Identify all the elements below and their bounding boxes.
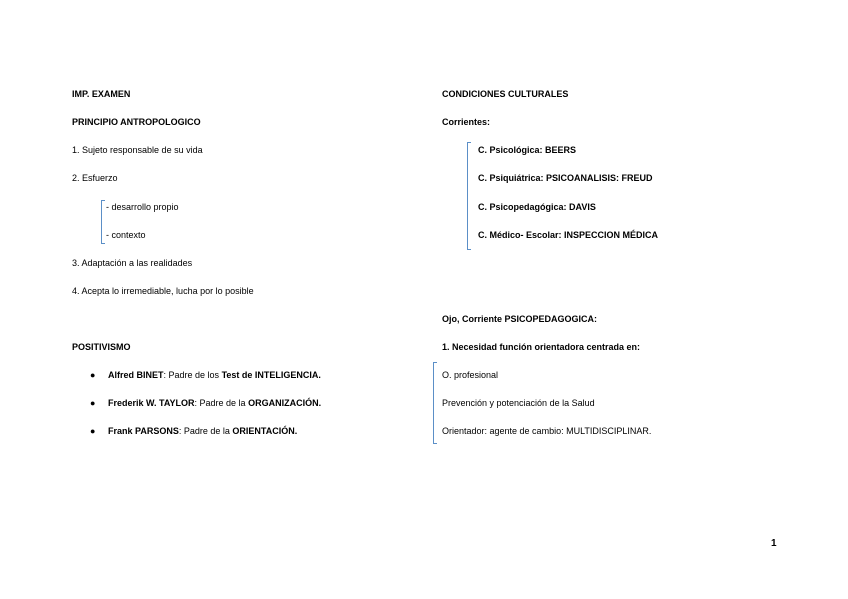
heading-principio-antropologico: PRINCIPIO ANTROPOLOGICO bbox=[72, 117, 201, 127]
heading-positivismo: POSITIVISMO bbox=[72, 342, 131, 352]
list-item: 3. Adaptación a las realidades bbox=[72, 258, 193, 268]
list-item: 1. Sujeto responsable de su vida bbox=[72, 145, 203, 155]
list-item: 4. Acepta lo irremediable, lucha por lo posible bbox=[72, 286, 254, 296]
orientacion-item: O. profesional bbox=[442, 370, 499, 380]
sub-item: - desarrollo propio bbox=[106, 202, 179, 212]
bracket bbox=[433, 362, 437, 444]
bullet-item: Frederik W. TAYLOR: Padre de la ORGANIZACIÓN. bbox=[108, 398, 322, 408]
page-number: 1 bbox=[771, 538, 777, 549]
heading-ojo: Ojo, Corriente PSICOPEDAGOGICA: bbox=[442, 314, 598, 324]
bullet-icon: ● bbox=[90, 426, 96, 436]
corriente-item: C. Psicopedagógica: DAVIS bbox=[478, 202, 596, 212]
corriente-item: C. Psiquiátrica: PSICOANALISIS: FREUD bbox=[478, 173, 653, 183]
corriente-item: C. Médico- Escolar: INSPECCION MÉDICA bbox=[478, 230, 659, 240]
bracket bbox=[467, 142, 471, 250]
corriente-item: C. Psicológica: BEERS bbox=[478, 145, 577, 155]
bullet-icon: ● bbox=[90, 398, 96, 408]
bracket bbox=[101, 200, 105, 244]
list-item: 2. Esfuerzo bbox=[72, 173, 118, 183]
orientacion-item: Prevención y potenciación de la Salud bbox=[442, 398, 595, 408]
heading-necesidad: 1. Necesidad función orientadora centrada en: bbox=[442, 342, 641, 352]
bullet-icon: ● bbox=[90, 370, 96, 380]
heading-condiciones-culturales: CONDICIONES CULTURALES bbox=[442, 89, 569, 99]
sub-item: - contexto bbox=[106, 230, 146, 240]
bullet-item: Frank PARSONS: Padre de la ORIENTACIÓN. bbox=[108, 426, 298, 436]
bullet-item: Alfred BINET: Padre de los Test de INTELIGENCIA. bbox=[108, 370, 321, 380]
orientacion-item: Orientador: agente de cambio: MULTIDISCIPLINAR. bbox=[442, 426, 652, 436]
label-corrientes: Corrientes: bbox=[442, 117, 491, 127]
heading-imp-examen: IMP. EXAMEN bbox=[72, 89, 131, 99]
